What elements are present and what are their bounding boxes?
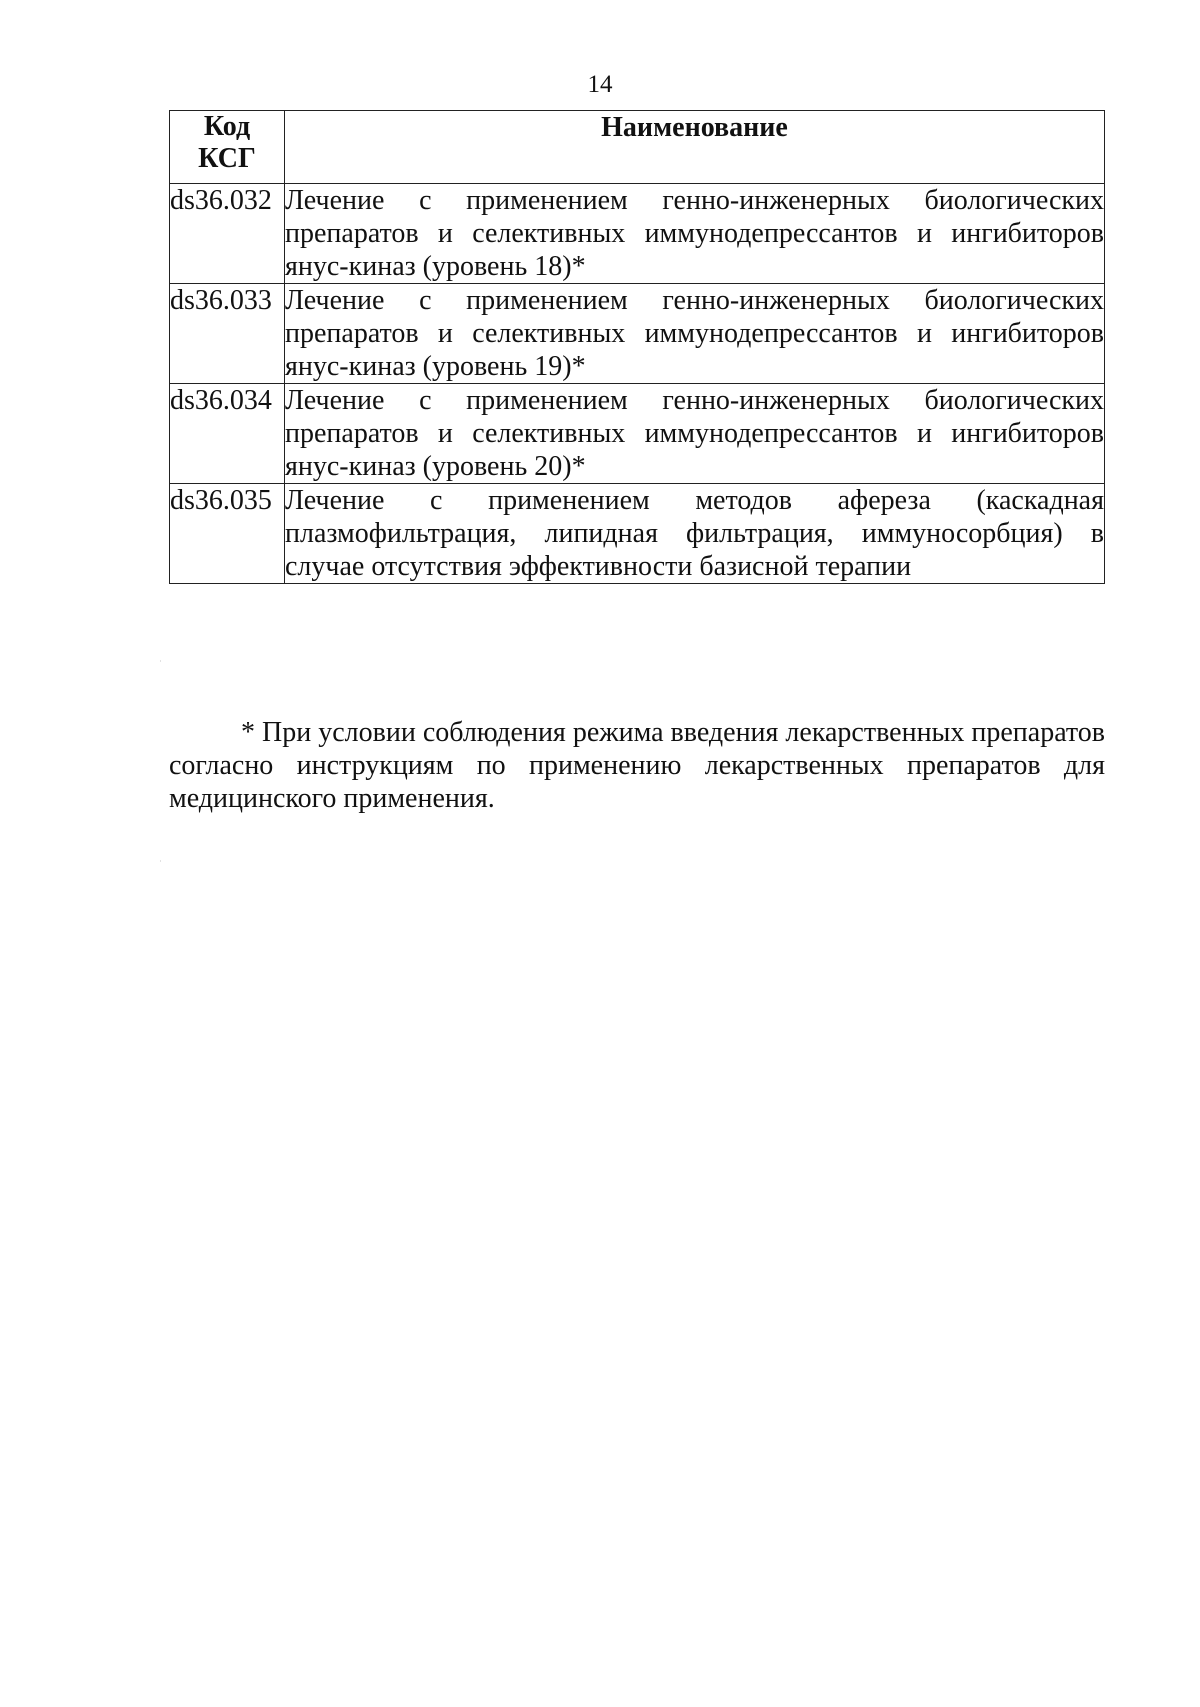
row-name: Лечение с применением генно-инженерных биологических препаратов и селективных иммунодепрессантов и ингибиторов янус-киназ (уровень 18)*	[285, 185, 1104, 282]
table-row	[170, 284, 1105, 384]
column-header-code	[170, 111, 285, 184]
table-row	[170, 484, 1105, 584]
column-header-name: Наименование	[285, 111, 1105, 184]
table-row	[170, 184, 1105, 284]
row-code: ds36.033	[170, 284, 285, 384]
row-name: Лечение с применением методов афереза (каскадная плазмофильтрация, липидная фильтрация, иммуносорбция) в случае отсутствия эффективности базисной терапии	[285, 485, 1104, 582]
column-header-code-line2: КСГ	[198, 143, 256, 174]
row-code: ds36.034	[170, 384, 285, 484]
row-name: Лечение с применением генно-инженерных биологических препаратов и селективных иммунодепрессантов и ингибиторов янус-киназ (уровень 19)*	[285, 285, 1104, 382]
footnote: * При условии соблюдения режима введения лекарственных препаратов согласно инструкциям по применению лекарственных препаратов для медицинского применения.	[169, 717, 1105, 814]
ksg-table	[169, 110, 1105, 584]
table-row	[170, 384, 1105, 484]
scan-margin-mark	[160, 660, 161, 662]
row-name: Лечение с применением генно-инженерных биологических препаратов и селективных иммунодепрессантов и ингибиторов янус-киназ (уровень 20)*	[285, 385, 1104, 482]
row-code: ds36.032	[170, 184, 285, 284]
row-code: ds36.035	[170, 484, 285, 584]
column-header-code-line1: Код	[203, 111, 251, 142]
scan-margin-mark	[160, 860, 161, 862]
table-header-row	[170, 111, 1105, 184]
page-number: 14	[587, 71, 613, 98]
